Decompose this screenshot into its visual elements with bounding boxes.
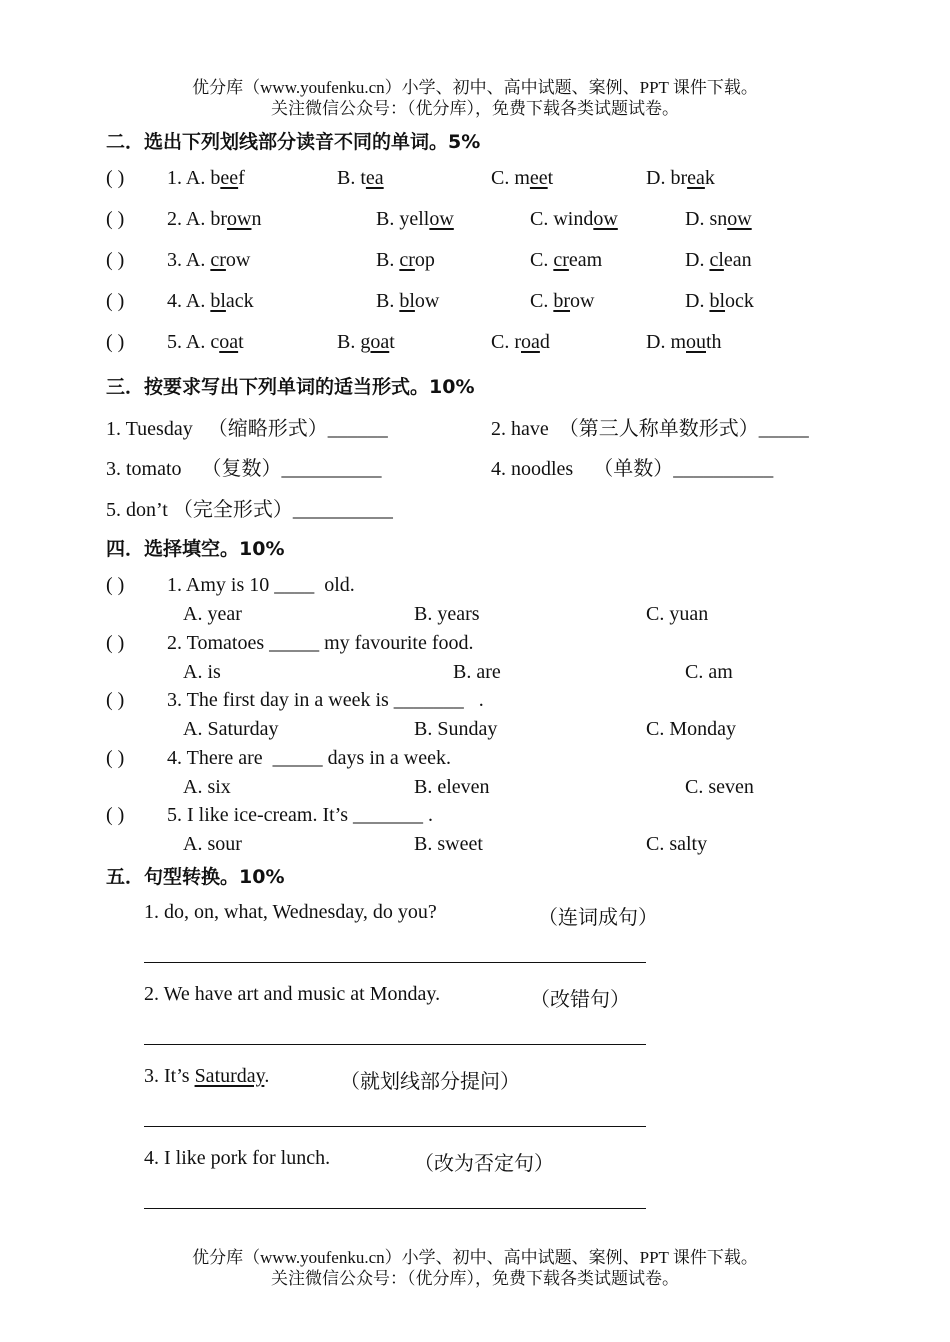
- s4-q3-stem: 3. The first day in a week is _______ .: [167, 689, 484, 711]
- s2-q2-option-c: C. window: [530, 208, 618, 230]
- answer-line[interactable]: [144, 1208, 646, 1209]
- s2-q4-option-d: D. block: [685, 290, 754, 312]
- s3-item-5: 5. don’t （完全形式）__________: [106, 499, 393, 521]
- s4-q4-option-a: A. six: [183, 776, 231, 798]
- s2-q5-option-a: 5. A. coat: [167, 331, 244, 353]
- s2-q3-option-a: 3. A. crow: [167, 249, 251, 271]
- s4-q3-option-c: C. Monday: [646, 718, 736, 740]
- answer-paren: ( ): [106, 747, 125, 769]
- s2-q4-option-b: B. blow: [376, 290, 440, 312]
- s4-q1-option-b: B. years: [414, 603, 480, 625]
- footer-line-2: 关注微信公众号：（优分库），免费下载各类试题试卷。: [271, 1269, 679, 1288]
- s3-item-2: 2. have （第三人称单数形式）_____: [491, 418, 809, 440]
- answer-line[interactable]: [144, 962, 646, 963]
- s4-q4-option-b: B. eleven: [414, 776, 490, 798]
- section-4-title: 四．选择填空。10%: [106, 538, 285, 560]
- s5-q2-text: 2. We have art and music at Monday.: [144, 983, 441, 1005]
- s4-q1-option-c: C. yuan: [646, 603, 709, 625]
- answer-paren: ( ): [106, 167, 125, 189]
- answer-paren: ( ): [106, 208, 125, 230]
- section-2-title: 二．选出下列划线部分读音不同的单词。5%: [106, 131, 481, 153]
- s4-q5-option-c: C. salty: [646, 833, 708, 855]
- s4-q1-stem: 1. Amy is 10 ____ old.: [167, 574, 355, 596]
- footer-line-1: 优分库（www.youfenku.cn）小学、初中、高中试题、案例、PPT 课件下载。: [192, 1248, 758, 1267]
- s2-q4-option-c: C. brow: [530, 290, 595, 312]
- s5-q1-text: 1. do, on, what, Wednesday, do you?: [144, 901, 437, 923]
- s2-q2-option-b: B. yellow: [376, 208, 454, 230]
- s2-q2-option-a: 2. A. brown: [167, 208, 262, 230]
- s2-q1-option-b: B. tea: [337, 167, 384, 189]
- s4-q4-option-c: C. seven: [685, 776, 754, 798]
- s5-q4-hint: （改为否定句）: [414, 1153, 554, 1175]
- section-5-title: 五．句型转换。10%: [106, 866, 285, 888]
- answer-paren: ( ): [106, 689, 125, 711]
- s2-q5-option-b: B. goat: [337, 331, 395, 353]
- s2-q5-option-c: C. road: [491, 331, 550, 353]
- s2-q3-option-b: B. crop: [376, 249, 435, 271]
- s4-q2-option-c: C. am: [685, 661, 733, 683]
- s4-q5-option-a: A. sour: [183, 833, 242, 855]
- s2-q2-option-d: D. snow: [685, 208, 752, 230]
- header-line-2: 关注微信公众号：（优分库），免费下载各类试题试卷。: [271, 99, 679, 118]
- s2-q3-option-c: C. cream: [530, 249, 603, 271]
- s3-item-3: 3. tomato （复数）__________: [106, 458, 382, 480]
- s4-q2-stem: 2. Tomatoes _____ my favourite food.: [167, 632, 474, 654]
- answer-line[interactable]: [144, 1126, 646, 1127]
- s4-q2-option-a: A. is: [183, 661, 221, 683]
- s2-q4-option-a: 4. A. black: [167, 290, 254, 312]
- s5-q3-text: 3. It’s Saturday.: [144, 1065, 270, 1087]
- s5-q1-hint: （连词成句）: [538, 907, 658, 929]
- s5-q2-hint: （改错句）: [530, 989, 630, 1011]
- s4-q3-option-a: A. Saturday: [183, 718, 279, 740]
- answer-paren: ( ): [106, 249, 125, 271]
- s4-q3-option-b: B. Sunday: [414, 718, 498, 740]
- s3-item-1: 1. Tuesday （缩略形式）______: [106, 418, 388, 440]
- answer-paren: ( ): [106, 632, 125, 654]
- answer-line[interactable]: [144, 1044, 646, 1045]
- s5-q3-hint: （就划线部分提问）: [340, 1071, 520, 1093]
- s4-q5-option-b: B. sweet: [414, 833, 483, 855]
- answer-paren: ( ): [106, 574, 125, 596]
- s2-q5-option-d: D. mouth: [646, 331, 722, 353]
- answer-paren: ( ): [106, 290, 125, 312]
- answer-paren: ( ): [106, 804, 125, 826]
- s2-q1-option-c: C. meet: [491, 167, 554, 189]
- answer-paren: ( ): [106, 331, 125, 353]
- s2-q3-option-d: D. clean: [685, 249, 752, 271]
- s4-q1-option-a: A. year: [183, 603, 242, 625]
- s4-q4-stem: 4. There are _____ days in a week.: [167, 747, 451, 769]
- s5-q4-text: 4. I like pork for lunch.: [144, 1147, 331, 1169]
- section-3-title: 三．按要求写出下列单词的适当形式。10%: [106, 376, 475, 398]
- s3-item-4: 4. noodles （单数）__________: [491, 458, 774, 480]
- header-line-1: 优分库（www.youfenku.cn）小学、初中、高中试题、案例、PPT 课件下载。: [192, 78, 758, 97]
- s2-q1-option-a: 1. A. beef: [167, 167, 245, 189]
- s2-q1-option-d: D. break: [646, 167, 715, 189]
- s4-q2-option-b: B. are: [453, 661, 501, 683]
- s4-q5-stem: 5. I like ice-cream. It’s _______ .: [167, 804, 434, 826]
